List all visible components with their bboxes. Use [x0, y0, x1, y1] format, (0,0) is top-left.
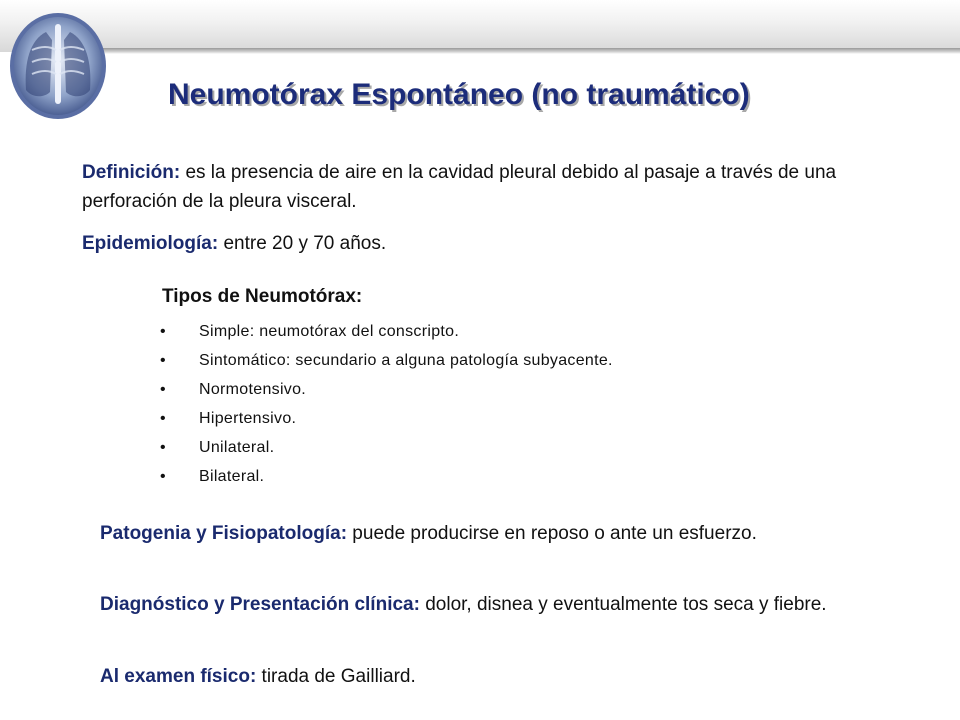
list-item: • Sintomático: secundario a alguna patología subyacente.: [160, 346, 860, 375]
types-list: [160, 317, 860, 491]
types-heading: Tipos de Neumotórax:: [162, 286, 363, 307]
epidemiology-paragraph: [82, 229, 882, 258]
bullet-icon: •: [160, 410, 166, 427]
list-item: • Unilateral.: [160, 433, 860, 462]
page-title: Neumotórax Espontáneo (no traumático): [168, 78, 750, 111]
definition-text: es la presencia de aire en la cavidad pleural debido al pasaje a través de una perforación de la pleura visceral.: [82, 162, 837, 212]
bullet-icon: •: [160, 323, 166, 340]
list-item: • Hipertensivo.: [160, 404, 860, 433]
list-item: • Normotensivo.: [160, 375, 860, 404]
bullet-icon: •: [160, 439, 166, 456]
exam-label: Al examen físico:: [100, 666, 257, 687]
header-shadow: [60, 48, 960, 54]
bullet-icon: •: [160, 352, 166, 369]
bullet-icon: •: [160, 381, 166, 398]
pathogenesis-paragraph: [100, 519, 870, 548]
exam-text: tirada de Gailliard.: [256, 666, 416, 687]
definition-paragraph: [82, 158, 882, 216]
header-bar: [0, 0, 960, 52]
pathogenesis-text: puede producirse en reposo o ante un esfuerzo.: [347, 523, 757, 544]
diagnosis-text: dolor, disnea y eventualmente tos seca y fiebre.: [419, 594, 827, 615]
epidemiology-label: Epidemiología:: [82, 233, 219, 254]
epidemiology-text: entre 20 y 70 años.: [218, 233, 387, 254]
list-item: • Bilateral.: [160, 462, 860, 491]
bullet-icon: •: [160, 468, 166, 485]
exam-paragraph: [100, 662, 870, 691]
chest-xray-logo-icon: [6, 10, 110, 122]
pathogenesis-label: Patogenia y Fisiopatología:: [100, 523, 348, 544]
diagnosis-label: Diagnóstico y Presentación clínica:: [100, 594, 420, 615]
definition-label: Definición:: [82, 162, 181, 183]
diagnosis-paragraph: [100, 590, 870, 619]
list-item: • Simple: neumotórax del conscripto.: [160, 317, 860, 346]
